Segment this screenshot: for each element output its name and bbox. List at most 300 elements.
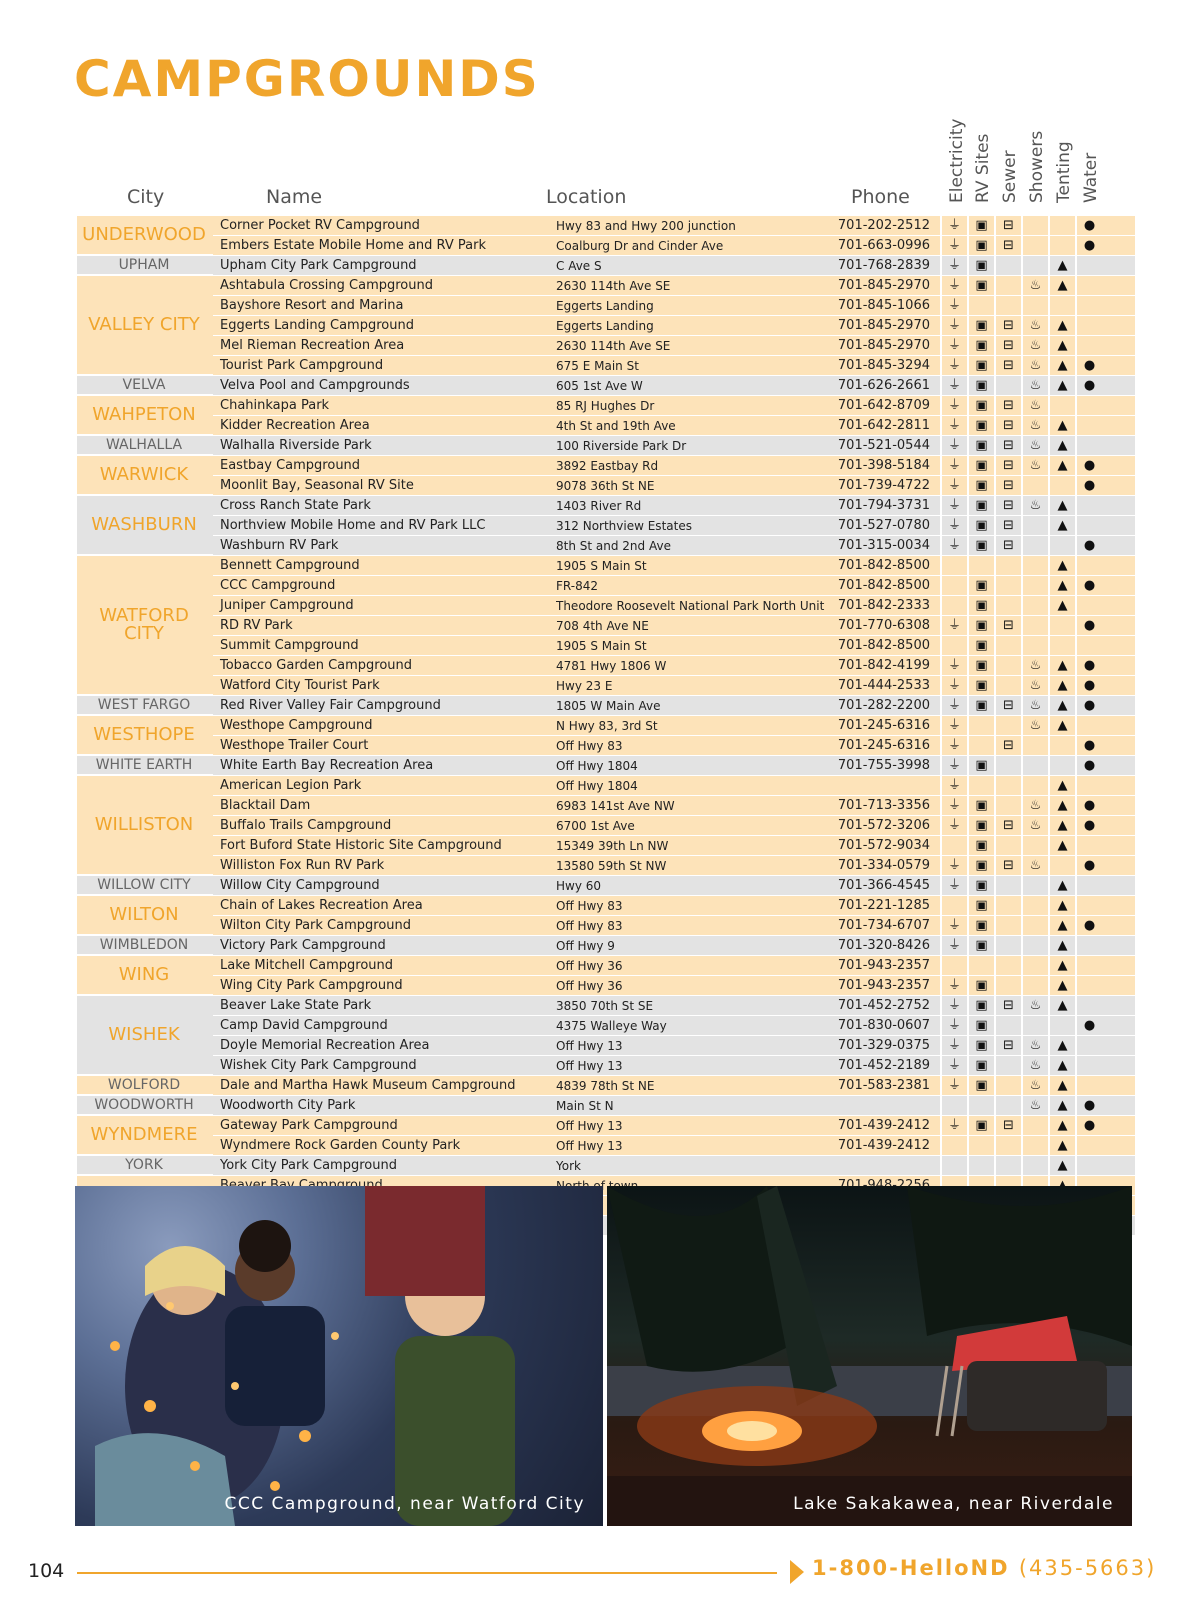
empty-amenity-cell bbox=[1021, 596, 1048, 615]
water-drop-icon: ● bbox=[1075, 376, 1102, 395]
empty-amenity-cell bbox=[1075, 1056, 1102, 1075]
electric-plug-icon: ⏚ bbox=[940, 816, 967, 835]
rv-icon: ▣ bbox=[967, 836, 994, 855]
table-row bbox=[213, 836, 1135, 856]
campground-location: FR-842 bbox=[556, 578, 598, 593]
table-row bbox=[213, 816, 1135, 836]
campground-name: Walhalla Riverside Park bbox=[220, 438, 372, 453]
campground-phone: 701-794-3731 bbox=[837, 498, 930, 513]
table-row bbox=[213, 1016, 1135, 1036]
water-drop-icon: ● bbox=[1075, 796, 1102, 815]
electric-plug-icon: ⏚ bbox=[940, 416, 967, 435]
empty-amenity-cell bbox=[1048, 856, 1075, 875]
campground-phone: 701-830-0607 bbox=[837, 1018, 930, 1033]
table-row bbox=[213, 956, 1135, 976]
shower-icon: ♨ bbox=[1021, 716, 1048, 735]
tent-icon: ▲ bbox=[1048, 596, 1075, 615]
rv-icon: ▣ bbox=[967, 916, 994, 935]
empty-amenity-cell bbox=[1021, 616, 1048, 635]
electric-plug-icon: ⏚ bbox=[940, 796, 967, 815]
campground-name: CCC Campground bbox=[220, 578, 336, 593]
rv-icon: ▣ bbox=[967, 856, 994, 875]
electric-plug-icon: ⏚ bbox=[940, 756, 967, 775]
table-row bbox=[213, 536, 1135, 556]
campground-location: C Ave S bbox=[556, 258, 602, 273]
rv-icon: ▣ bbox=[967, 216, 994, 235]
empty-amenity-cell bbox=[994, 916, 1021, 935]
sewer-icon: ⊟ bbox=[994, 396, 1021, 415]
table-row bbox=[213, 476, 1135, 496]
tent-icon: ▲ bbox=[1048, 516, 1075, 535]
table-row bbox=[213, 596, 1135, 616]
tent-icon: ▲ bbox=[1048, 576, 1075, 595]
empty-amenity-cell bbox=[940, 576, 967, 595]
tent-icon: ▲ bbox=[1048, 896, 1075, 915]
empty-amenity-cell bbox=[1021, 836, 1048, 855]
campground-name: Doyle Memorial Recreation Area bbox=[220, 1038, 430, 1053]
table-row bbox=[213, 936, 1135, 956]
water-drop-icon: ● bbox=[1075, 576, 1102, 595]
empty-amenity-cell bbox=[1048, 296, 1075, 315]
city-group bbox=[77, 376, 1135, 396]
empty-amenity-cell bbox=[1021, 776, 1048, 795]
campground-name: Wing City Park Campground bbox=[220, 978, 403, 993]
campground-phone: 701-315-0034 bbox=[837, 538, 930, 553]
tent-icon: ▲ bbox=[1048, 996, 1075, 1015]
empty-amenity-cell bbox=[1075, 636, 1102, 655]
shower-icon: ♨ bbox=[1021, 996, 1048, 1015]
empty-amenity-cell bbox=[940, 896, 967, 915]
empty-amenity-cell bbox=[1075, 1036, 1102, 1055]
shower-icon: ♨ bbox=[1021, 396, 1048, 415]
city-name: WIMBLEDON bbox=[77, 936, 213, 956]
campground-location: 2630 114th Ave SE bbox=[556, 338, 671, 353]
empty-amenity-cell bbox=[1075, 936, 1102, 955]
campground-phone: 701-842-2333 bbox=[837, 598, 930, 613]
campground-location: Theodore Roosevelt National Park North Unit bbox=[556, 598, 825, 613]
electric-plug-icon: ⏚ bbox=[940, 336, 967, 355]
photo-caption: Lake Sakakawea, near Riverdale bbox=[793, 1494, 1114, 1514]
sewer-icon: ⊟ bbox=[994, 856, 1021, 875]
water-drop-icon: ● bbox=[1075, 1096, 1102, 1115]
tent-icon: ▲ bbox=[1048, 916, 1075, 935]
campground-location: Off Hwy 1804 bbox=[556, 758, 638, 773]
campground-name: Tourist Park Campground bbox=[220, 358, 384, 373]
tent-icon: ▲ bbox=[1048, 1036, 1075, 1055]
campground-location: 85 RJ Hughes Dr bbox=[556, 398, 655, 413]
city-group bbox=[77, 1096, 1135, 1116]
sewer-icon: ⊟ bbox=[994, 1036, 1021, 1055]
campground-phone: 701-334-0579 bbox=[837, 858, 930, 873]
electric-plug-icon: ⏚ bbox=[940, 656, 967, 675]
water-drop-icon: ● bbox=[1075, 916, 1102, 935]
tent-icon: ▲ bbox=[1048, 436, 1075, 455]
footer-phone-main: 1-800-HelloND bbox=[812, 1556, 1010, 1580]
campground-phone: 701-366-4545 bbox=[837, 878, 930, 893]
sewer-icon: ⊟ bbox=[994, 316, 1021, 335]
campground-name: Cross Ranch State Park bbox=[220, 498, 371, 513]
empty-amenity-cell bbox=[1075, 836, 1102, 855]
campground-location: 4781 Hwy 1806 W bbox=[556, 658, 667, 673]
electric-plug-icon: ⏚ bbox=[940, 716, 967, 735]
electric-plug-icon: ⏚ bbox=[940, 296, 967, 315]
tent-icon: ▲ bbox=[1048, 656, 1075, 675]
empty-amenity-cell bbox=[1075, 256, 1102, 275]
campground-name: Juniper Campground bbox=[220, 598, 354, 613]
empty-amenity-cell bbox=[1021, 556, 1048, 575]
empty-amenity-cell bbox=[994, 896, 1021, 915]
tent-icon: ▲ bbox=[1048, 456, 1075, 475]
lake-night-illustration bbox=[607, 1186, 1132, 1526]
empty-amenity-cell bbox=[994, 776, 1021, 795]
city-name: WARWICK bbox=[77, 456, 213, 496]
campground-name: Blacktail Dam bbox=[220, 798, 311, 813]
column-header-showers: Showers bbox=[1027, 130, 1047, 203]
campground-name: Eggerts Landing Campground bbox=[220, 318, 414, 333]
empty-amenity-cell bbox=[994, 256, 1021, 275]
tent-icon: ▲ bbox=[1048, 1096, 1075, 1115]
tent-icon: ▲ bbox=[1048, 256, 1075, 275]
electric-plug-icon: ⏚ bbox=[940, 476, 967, 495]
electric-plug-icon: ⏚ bbox=[940, 736, 967, 755]
table-row bbox=[213, 576, 1135, 596]
campground-phone: 701-572-3206 bbox=[837, 818, 930, 833]
empty-amenity-cell bbox=[1021, 1116, 1048, 1135]
city-group bbox=[77, 276, 1135, 376]
water-drop-icon: ● bbox=[1075, 456, 1102, 475]
table-row bbox=[213, 356, 1135, 376]
rv-icon: ▣ bbox=[967, 316, 994, 335]
rv-icon: ▣ bbox=[967, 516, 994, 535]
table-row bbox=[213, 876, 1135, 896]
campground-phone: 701-842-8500 bbox=[837, 578, 930, 593]
empty-amenity-cell bbox=[1021, 296, 1048, 315]
shower-icon: ♨ bbox=[1021, 1076, 1048, 1095]
sewer-icon: ⊟ bbox=[994, 216, 1021, 235]
empty-amenity-cell bbox=[1075, 316, 1102, 335]
campground-name: Upham City Park Campground bbox=[220, 258, 417, 273]
table-row bbox=[213, 516, 1135, 536]
campground-name: Lake Mitchell Campground bbox=[220, 958, 394, 973]
empty-amenity-cell bbox=[1021, 736, 1048, 755]
table-row bbox=[213, 416, 1135, 436]
city-group bbox=[77, 396, 1135, 436]
sewer-icon: ⊟ bbox=[994, 476, 1021, 495]
electric-plug-icon: ⏚ bbox=[940, 856, 967, 875]
empty-amenity-cell bbox=[1021, 256, 1048, 275]
water-drop-icon: ● bbox=[1075, 736, 1102, 755]
sewer-icon: ⊟ bbox=[994, 456, 1021, 475]
campground-name: Watford City Tourist Park bbox=[220, 678, 380, 693]
empty-amenity-cell bbox=[940, 1136, 967, 1155]
tent-icon: ▲ bbox=[1048, 816, 1075, 835]
electric-plug-icon: ⏚ bbox=[940, 456, 967, 475]
footer-divider bbox=[77, 1572, 777, 1574]
table-row bbox=[213, 796, 1135, 816]
empty-amenity-cell bbox=[1048, 1016, 1075, 1035]
campground-phone: 701-842-8500 bbox=[837, 558, 930, 573]
campground-location: 2630 114th Ave SE bbox=[556, 278, 671, 293]
sewer-icon: ⊟ bbox=[994, 816, 1021, 835]
electric-plug-icon: ⏚ bbox=[940, 236, 967, 255]
column-header-city: City bbox=[127, 186, 165, 208]
empty-amenity-cell bbox=[994, 716, 1021, 735]
campground-phone: 701-943-2357 bbox=[837, 978, 930, 993]
empty-amenity-cell bbox=[1075, 596, 1102, 615]
campground-name: Summit Campground bbox=[220, 638, 359, 653]
sewer-icon: ⊟ bbox=[994, 356, 1021, 375]
sewer-icon: ⊟ bbox=[994, 616, 1021, 635]
empty-amenity-cell bbox=[1021, 976, 1048, 995]
city-name: WOLFORD bbox=[77, 1076, 213, 1096]
empty-amenity-cell bbox=[1075, 776, 1102, 795]
shower-icon: ♨ bbox=[1021, 1096, 1048, 1115]
empty-amenity-cell bbox=[940, 1156, 967, 1175]
water-drop-icon: ● bbox=[1075, 236, 1102, 255]
empty-amenity-cell bbox=[994, 976, 1021, 995]
tent-icon: ▲ bbox=[1048, 276, 1075, 295]
table-row bbox=[213, 276, 1135, 296]
campground-location: Hwy 83 and Hwy 200 junction bbox=[556, 218, 736, 233]
campground-name: Embers Estate Mobile Home and RV Park bbox=[220, 238, 486, 253]
city-name: WASHBURN bbox=[77, 496, 213, 556]
empty-amenity-cell bbox=[967, 296, 994, 315]
empty-amenity-cell bbox=[940, 596, 967, 615]
footer-phone bbox=[812, 1556, 1156, 1580]
electric-plug-icon: ⏚ bbox=[940, 676, 967, 695]
tent-icon: ▲ bbox=[1048, 976, 1075, 995]
water-drop-icon: ● bbox=[1075, 676, 1102, 695]
electric-plug-icon: ⏚ bbox=[940, 936, 967, 955]
empty-amenity-cell bbox=[1075, 1156, 1102, 1175]
table-row bbox=[213, 756, 1135, 776]
sewer-icon: ⊟ bbox=[994, 436, 1021, 455]
campground-phone: 701-770-6308 bbox=[837, 618, 930, 633]
table-row bbox=[213, 736, 1135, 756]
empty-amenity-cell bbox=[967, 556, 994, 575]
table-row bbox=[213, 1136, 1135, 1156]
table-row bbox=[213, 676, 1135, 696]
table-row bbox=[213, 636, 1135, 656]
sewer-icon: ⊟ bbox=[994, 1116, 1021, 1135]
empty-amenity-cell bbox=[1075, 1076, 1102, 1095]
campground-name: Ashtabula Crossing Campground bbox=[220, 278, 433, 293]
empty-amenity-cell bbox=[1075, 716, 1102, 735]
tent-icon: ▲ bbox=[1048, 1136, 1075, 1155]
water-drop-icon: ● bbox=[1075, 856, 1102, 875]
campground-name: Washburn RV Park bbox=[220, 538, 339, 553]
city-name: WATFORD CITY bbox=[77, 556, 213, 696]
city-group bbox=[77, 996, 1135, 1076]
city-name: VALLEY CITY bbox=[77, 276, 213, 376]
campground-name: Westhope Campground bbox=[220, 718, 373, 733]
campground-location: 8th St and 2nd Ave bbox=[556, 538, 671, 553]
water-drop-icon: ● bbox=[1075, 216, 1102, 235]
table-row bbox=[213, 616, 1135, 636]
campground-location: 3850 70th St SE bbox=[556, 998, 654, 1013]
rv-icon: ▣ bbox=[967, 696, 994, 715]
campground-name: Fort Buford State Historic Site Campground bbox=[220, 838, 502, 853]
campground-location: 1403 River Rd bbox=[556, 498, 642, 513]
campground-location: 1905 S Main St bbox=[556, 638, 647, 653]
empty-amenity-cell bbox=[1048, 396, 1075, 415]
campground-location: Off Hwy 83 bbox=[556, 898, 623, 913]
campground-location: 312 Northview Estates bbox=[556, 518, 692, 533]
empty-amenity-cell bbox=[940, 636, 967, 655]
campground-name: RD RV Park bbox=[220, 618, 293, 633]
shower-icon: ♨ bbox=[1021, 656, 1048, 675]
empty-amenity-cell bbox=[1075, 556, 1102, 575]
rv-icon: ▣ bbox=[967, 1036, 994, 1055]
empty-amenity-cell bbox=[967, 1096, 994, 1115]
table-row bbox=[213, 1096, 1135, 1116]
photo-lake-night bbox=[607, 1186, 1132, 1526]
rv-icon: ▣ bbox=[967, 536, 994, 555]
table-row bbox=[213, 976, 1135, 996]
shower-icon: ♨ bbox=[1021, 1056, 1048, 1075]
empty-amenity-cell bbox=[994, 1056, 1021, 1075]
campground-phone: 701-842-4199 bbox=[837, 658, 930, 673]
city-name: WOODWORTH bbox=[77, 1096, 213, 1116]
tent-icon: ▲ bbox=[1048, 316, 1075, 335]
table-row bbox=[213, 896, 1135, 916]
campground-phone: 701-202-2512 bbox=[837, 218, 930, 233]
empty-amenity-cell bbox=[1048, 216, 1075, 235]
shower-icon: ♨ bbox=[1021, 796, 1048, 815]
rv-icon: ▣ bbox=[967, 936, 994, 955]
empty-amenity-cell bbox=[1021, 916, 1048, 935]
table-row bbox=[213, 456, 1135, 476]
campground-location: 13580 59th St NW bbox=[556, 858, 667, 873]
electric-plug-icon: ⏚ bbox=[940, 516, 967, 535]
water-drop-icon: ● bbox=[1075, 756, 1102, 775]
tent-icon: ▲ bbox=[1048, 1076, 1075, 1095]
empty-amenity-cell bbox=[967, 716, 994, 735]
campground-phone: 701-642-8709 bbox=[837, 398, 930, 413]
campground-name: Kidder Recreation Area bbox=[220, 418, 370, 433]
electric-plug-icon: ⏚ bbox=[940, 776, 967, 795]
campground-location: Eggerts Landing bbox=[556, 318, 654, 333]
empty-amenity-cell bbox=[994, 276, 1021, 295]
campfire-family-illustration bbox=[75, 1186, 603, 1526]
campground-location: Off Hwy 36 bbox=[556, 958, 623, 973]
water-drop-icon: ● bbox=[1075, 1116, 1102, 1135]
campground-name: Chain of Lakes Recreation Area bbox=[220, 898, 423, 913]
photo-campfire-family bbox=[75, 1186, 603, 1526]
shower-icon: ♨ bbox=[1021, 336, 1048, 355]
table-row bbox=[213, 376, 1135, 396]
campground-location: Off Hwy 36 bbox=[556, 978, 623, 993]
city-name: VELVA bbox=[77, 376, 213, 396]
empty-amenity-cell bbox=[1021, 876, 1048, 895]
electric-plug-icon: ⏚ bbox=[940, 916, 967, 935]
campground-location: 100 Riverside Park Dr bbox=[556, 438, 687, 453]
campground-phone: 701-439-2412 bbox=[837, 1118, 930, 1133]
campground-phone: 701-642-2811 bbox=[837, 418, 930, 433]
rv-icon: ▣ bbox=[967, 416, 994, 435]
empty-amenity-cell bbox=[994, 1096, 1021, 1115]
rv-icon: ▣ bbox=[967, 1076, 994, 1095]
campground-phone: 701-943-2357 bbox=[837, 958, 930, 973]
campground-phone: 701-444-2533 bbox=[837, 678, 930, 693]
empty-amenity-cell bbox=[1075, 896, 1102, 915]
campground-name: Bennett Campground bbox=[220, 558, 360, 573]
tent-icon: ▲ bbox=[1048, 416, 1075, 435]
empty-amenity-cell bbox=[1075, 956, 1102, 975]
city-name: WHITE EARTH bbox=[77, 756, 213, 776]
campground-location: 6700 1st Ave bbox=[556, 818, 635, 833]
campground-name: Eastbay Campground bbox=[220, 458, 361, 473]
campground-phone: 701-734-6707 bbox=[837, 918, 930, 933]
rv-icon: ▣ bbox=[967, 896, 994, 915]
campground-location: York bbox=[556, 1158, 581, 1173]
city-group bbox=[77, 456, 1135, 496]
campground-name: White Earth Bay Recreation Area bbox=[220, 758, 434, 773]
table-row bbox=[213, 696, 1135, 716]
campground-name: Moonlit Bay, Seasonal RV Site bbox=[220, 478, 414, 493]
campground-location: 6983 141st Ave NW bbox=[556, 798, 675, 813]
campground-name: Chahinkapa Park bbox=[220, 398, 330, 413]
arrow-right-icon bbox=[790, 1560, 804, 1584]
campground-phone: 701-768-2839 bbox=[837, 258, 930, 273]
city-name: WESTHOPE bbox=[77, 716, 213, 756]
campground-name: Woodworth City Park bbox=[220, 1098, 356, 1113]
rv-icon: ▣ bbox=[967, 676, 994, 695]
shower-icon: ♨ bbox=[1021, 676, 1048, 695]
empty-amenity-cell bbox=[967, 956, 994, 975]
campground-phone: 701-320-8426 bbox=[837, 938, 930, 953]
rv-icon: ▣ bbox=[967, 976, 994, 995]
empty-amenity-cell bbox=[967, 776, 994, 795]
campground-name: Wilton City Park Campground bbox=[220, 918, 412, 933]
rv-icon: ▣ bbox=[967, 436, 994, 455]
empty-amenity-cell bbox=[1075, 496, 1102, 515]
tent-icon: ▲ bbox=[1048, 716, 1075, 735]
rv-icon: ▣ bbox=[967, 996, 994, 1015]
table-row bbox=[213, 496, 1135, 516]
shower-icon: ♨ bbox=[1021, 456, 1048, 475]
rv-icon: ▣ bbox=[967, 576, 994, 595]
campground-name: Mel Rieman Recreation Area bbox=[220, 338, 405, 353]
empty-amenity-cell bbox=[940, 1096, 967, 1115]
electric-plug-icon: ⏚ bbox=[940, 496, 967, 515]
empty-amenity-cell bbox=[994, 296, 1021, 315]
city-group bbox=[77, 556, 1135, 696]
empty-amenity-cell bbox=[994, 576, 1021, 595]
rv-icon: ▣ bbox=[967, 816, 994, 835]
sewer-icon: ⊟ bbox=[994, 336, 1021, 355]
empty-amenity-cell bbox=[994, 836, 1021, 855]
shower-icon: ♨ bbox=[1021, 696, 1048, 715]
campground-name: Northview Mobile Home and RV Park LLC bbox=[220, 518, 486, 533]
campground-phone: 701-583-2381 bbox=[837, 1078, 930, 1093]
campground-location: Off Hwy 83 bbox=[556, 738, 623, 753]
campground-location: 15349 39th Ln NW bbox=[556, 838, 669, 853]
table-row bbox=[213, 1076, 1135, 1096]
column-header-sewer: Sewer bbox=[1000, 150, 1020, 203]
empty-amenity-cell bbox=[1048, 476, 1075, 495]
campground-phone: 701-452-2752 bbox=[837, 998, 930, 1013]
column-header-location: Location bbox=[546, 186, 627, 208]
city-name: WALHALLA bbox=[77, 436, 213, 456]
water-drop-icon: ● bbox=[1075, 536, 1102, 555]
rv-icon: ▣ bbox=[967, 596, 994, 615]
tent-icon: ▲ bbox=[1048, 1116, 1075, 1135]
tent-icon: ▲ bbox=[1048, 356, 1075, 375]
empty-amenity-cell bbox=[1075, 396, 1102, 415]
electric-plug-icon: ⏚ bbox=[940, 1036, 967, 1055]
campground-name: York City Park Campground bbox=[220, 1158, 397, 1173]
